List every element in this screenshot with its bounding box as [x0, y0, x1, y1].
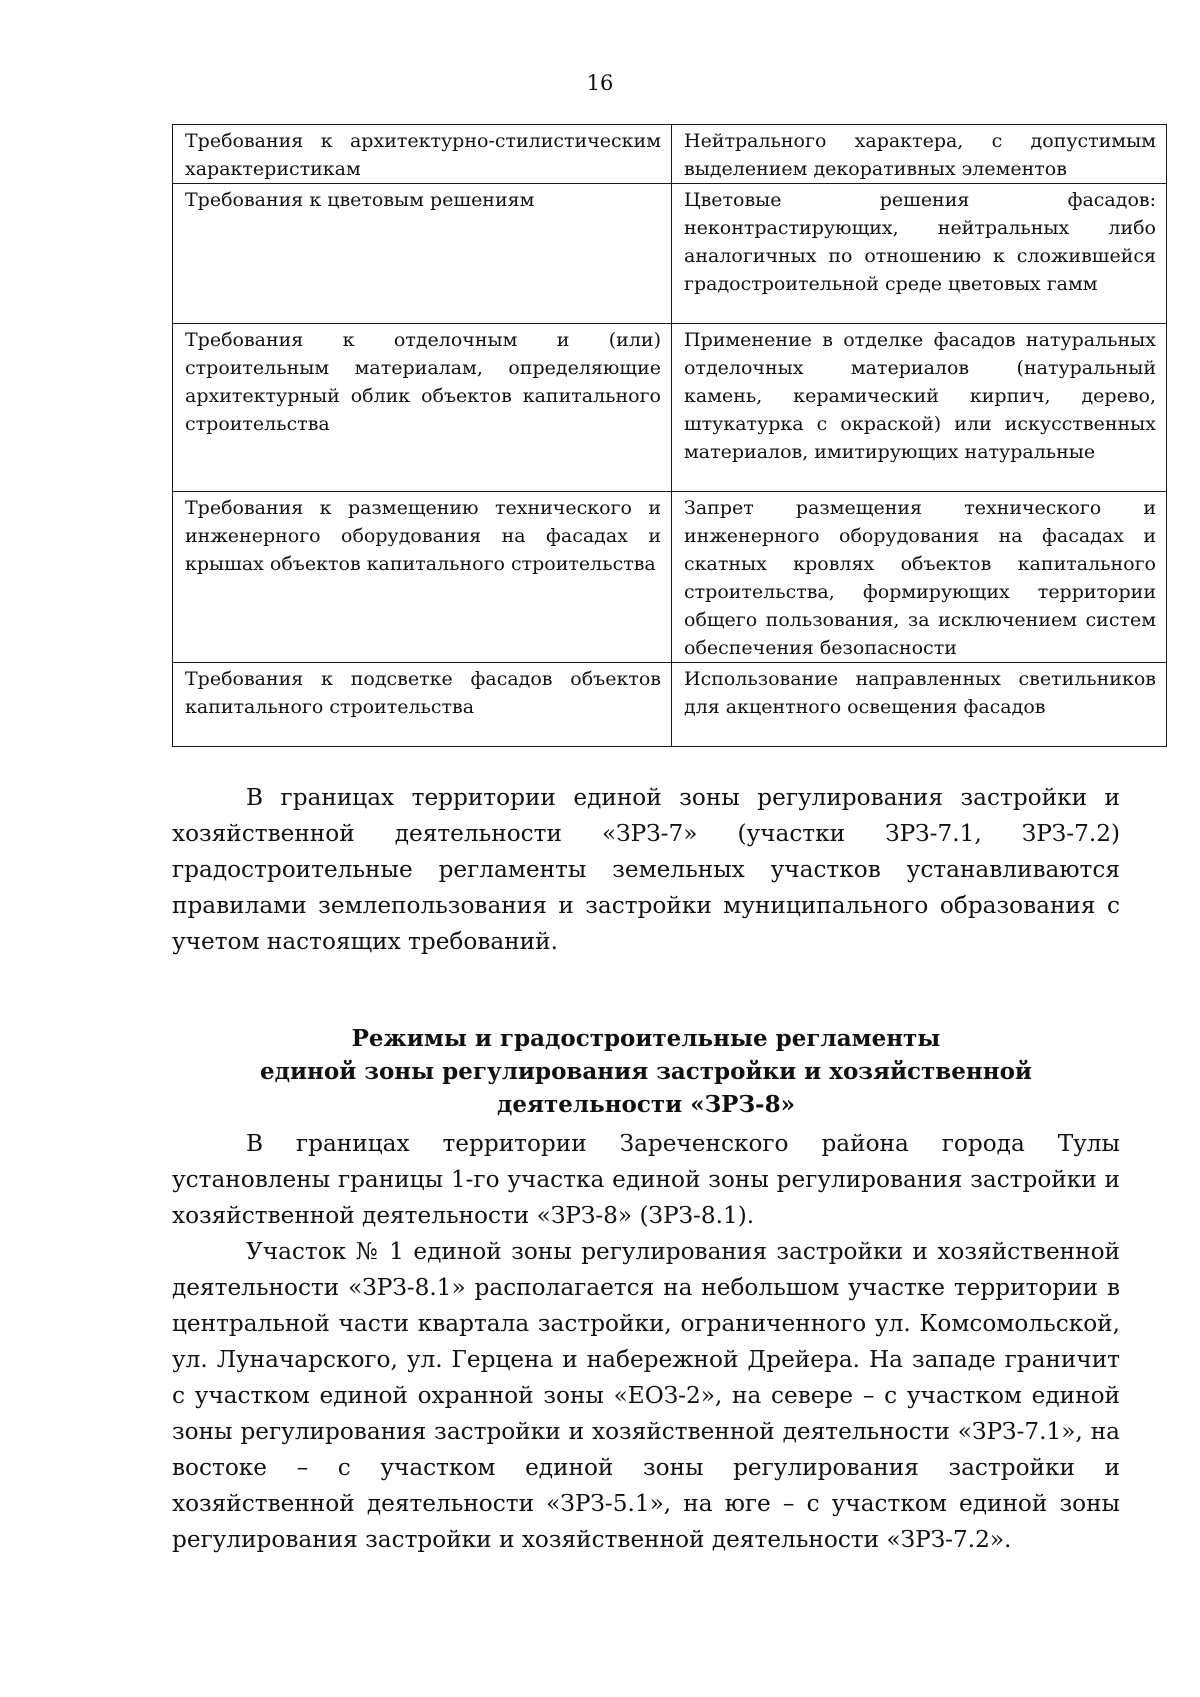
value-cell: Применение в отделке фасадов натуральных отделочных материалов (натуральный камень, керамический кирпич, дерево, штукатурка с окраской) или искусственных материалов, имитирующих натуральные [672, 324, 1167, 492]
value-cell: Нейтрального характера, с допустимым выделением декоративных элементов [672, 125, 1167, 184]
requirements-table [172, 124, 1167, 747]
requirement-cell: Требования к цветовым решениям [173, 184, 672, 324]
table-row [173, 663, 1167, 747]
requirement-cell: Требования к архитектурно-стилистическим характеристикам [173, 125, 672, 184]
table-row [173, 125, 1167, 184]
heading-line: деятельности «ЗРЗ-8» [497, 1091, 795, 1118]
requirement-cell: Требования к подсветке фасадов объектов капитального строительства [173, 663, 672, 747]
requirement-cell: Требования к отделочным и (или) строительным материалам, определяющие архитектурный облик объектов капитального строительства [173, 324, 672, 492]
paragraph-boundaries: В границах территории Зареченского района города Тулы установлены границы 1-го участка единой зоны регулирования застройки и хозяйственной деятельности «ЗРЗ-8» (ЗРЗ-8.1). [172, 1130, 1120, 1229]
paragraph-site1: Участок № 1 единой зоны регулирования застройки и хозяйственной деятельности «ЗРЗ-8.1» располагается на небольшом участке территории в центральной части квартала застройки, ограниченного ул. Комсомольской, ул. Луначарского, ул. Герцена и набережной Дрейера. На западе граничит с участком единой охранной зоны «ЕОЗ-2», на севере – с участком единой зоны регулирования застройки и хозяйственной деятельности «ЗРЗ-7.1», на востоке – с участком единой зоны регулирования застройки и хозяйственной деятельности «ЗРЗ-5.1», на юге – с участком единой зоны регулирования застройки и хозяйственной деятельности «ЗРЗ-7.2». [172, 1238, 1120, 1553]
table-row [173, 184, 1167, 324]
paragraph-zrz7: В границах территории единой зоны регулирования застройки и хозяйственной деятельности «ЗРЗ-7» (участки ЗРЗ-7.1, ЗРЗ-7.2) градостроительные регламенты земельных участков устанавливаются правилами землепользования и застройки муниципального образования с учетом настоящих требований. [172, 784, 1120, 955]
page-number: 16 [586, 71, 614, 95]
value-cell: Запрет размещения технического и инженерного оборудования на фасадах и скатных кровлях объектов капитального строительства, формирующих территории общего пользования, за исключением систем обеспечения безопасности [672, 492, 1167, 663]
section-heading [172, 1022, 1120, 1121]
requirement-cell: Требования к размещению технического и инженерного оборудования на фасадах и крышах объектов капитального строительства [173, 492, 672, 663]
heading-line: Режимы и градостроительные регламенты [351, 1025, 941, 1052]
heading-line: единой зоны регулирования застройки и хозяйственной [260, 1058, 1032, 1085]
value-cell: Использование направленных светильников для акцентного освещения фасадов [672, 663, 1167, 747]
table-row [173, 492, 1167, 663]
value-cell: Цветовые решения фасадов: неконтрастирующих, нейтральных либо аналогичных по отношению к сложившейся градостроительной среде цветовых гамм [672, 184, 1167, 324]
table-row [173, 324, 1167, 492]
